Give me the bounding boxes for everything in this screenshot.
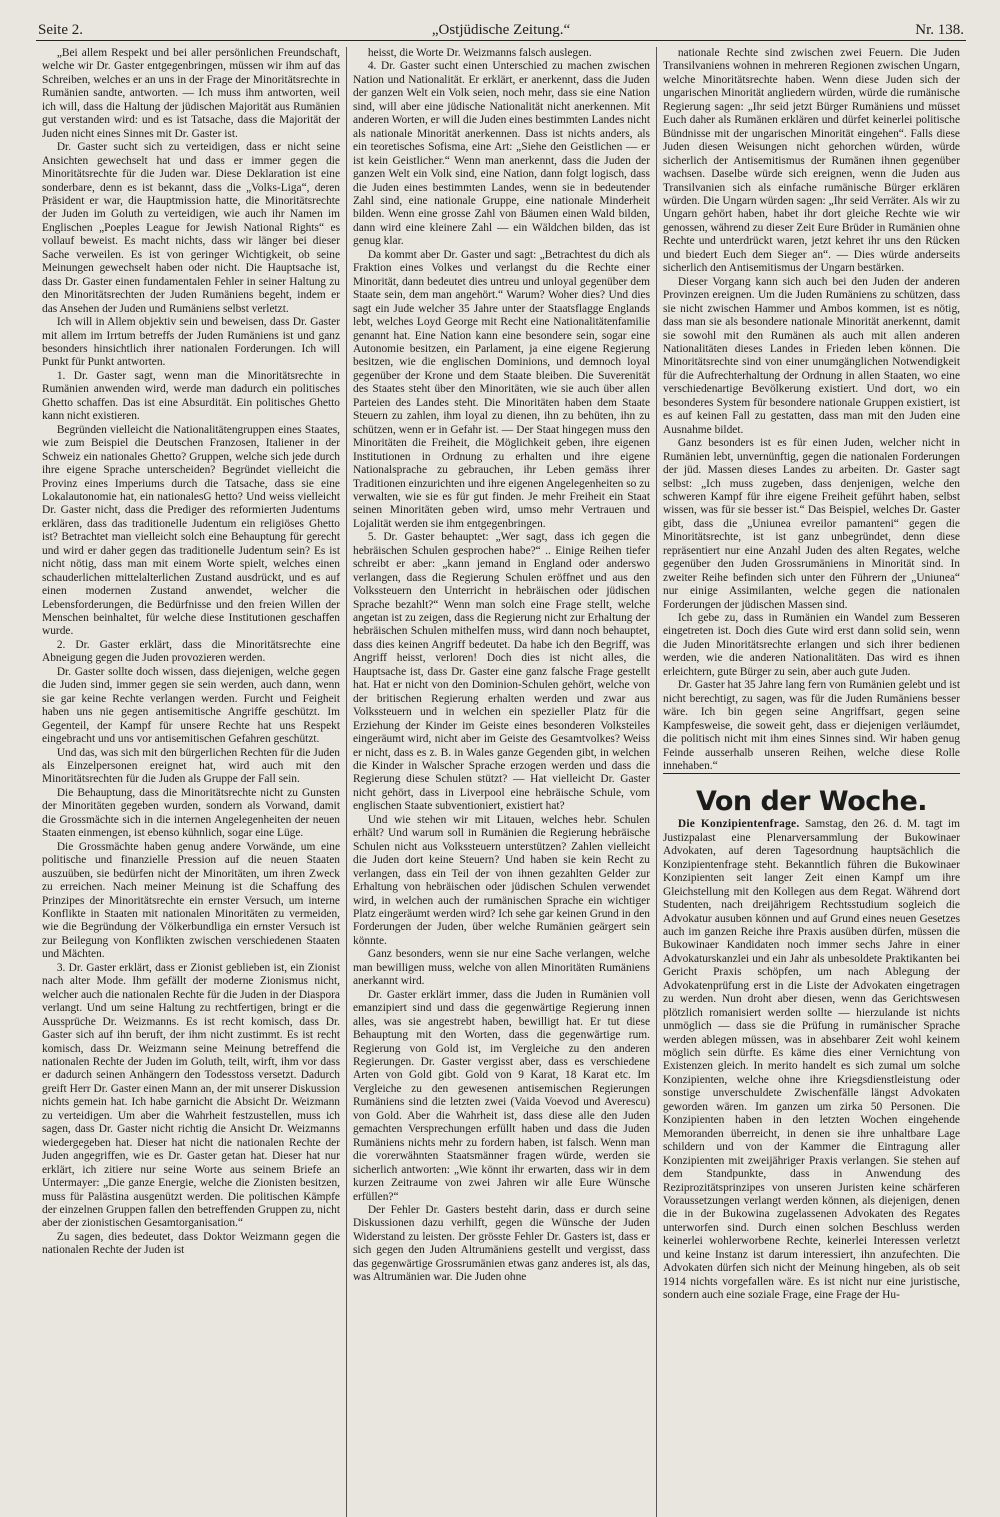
news-item	[663, 818, 960, 1302]
masthead	[36, 14, 966, 41]
article-paragraph: Die Behauptung, dass die Minoritätsrechte nicht zu Gunsten der Minoritäten gegeben wurden, sondern als Vorwand, damit die Grossmächte sich in die internen Angelegenheiten der neuen Staaten einmengen, ist ebenso kühnlich, sogar eine Lüge.	[42, 786, 340, 840]
article-paragraph: Dr. Gaster sucht sich zu verteidigen, dass er nicht seine Ansichten gewechselt hat und dass er immer gegen die Minoritätsrechte für die Juden war. Diese Deklaration ist eine sonderbare, denn es ist bekannt, dass die „Volks-Liga“, deren Präsident er war, die Hauptmission hatte, die Minoritätsrechte der Juden im Goluth zu verteidigen, wie auch ihr Namen im Englischen „Poeples League for Jewish National Rights“ es vollauf beweist. Es macht nichts, dass wir länger bei dieser Sache verweilen. Es ist von geringer Wichtigkeit, ob seine Meinungen gewechselt haben oder nicht. Die Hauptsache ist, dass Dr. Gaster einen fundamentalen Fehler in seiner Haltung zu den Minoritätsrechten der Juden Rumäniens begeht, indem er das Ansehen der Juden und Rumäniens selbst verletzt.	[42, 141, 340, 315]
article-paragraph: 3. Dr. Gaster erklärt, dass er Zionist geblieben ist, ein Zionist nach alter Mode. Ihm gefällt der moderne Zionismus nicht, welcher auch die nationalen Rechte für die Juden in der Diaspora verlangt. Und um seine Haltung zu rechtfertigen, bringt er die Aussprüche Dr. Weizmanns. Es ist recht komisch, dass Dr. Gaster sich auf ihn beruft, der ihm nicht zustimmt. Es ist recht komisch, dass Dr. Weizmann seine Meinung betreffend die nationalen Rechte der Juden im Goluth, teilt, wirft, ihm vor dass er dadurch seinen Anhängern den Todesstoss versetzt. Dadurch greift Herr Dr. Gaster einen Mann an, der mit unserer Diskussion nichts gemein hat. Ich habe garnicht die Absicht Dr. Weizmann zu verteidigen. Um aber die Wahrheit festzustellen, muss ich sagen, dass Dr. Gaster nicht richtig die Ansicht Dr. Weizmanns wiedergegeben hat. Dieser hat nicht die nationalen Rechte der Juden angegriffen, wie es Dr. Gaster getan hat. Dieser hat nur erklärt, ich zitiere nur seine Worte aus seinem Briefe an Untermayer: „Die ganze Energie, welche die Zionisten besitzen, muss für Palästina ausgenützt werden. Die politischen Kämpfe der einzelnen Gruppen fallen den betreffenden Gruppen zu, nicht aber der zionistischen Gesamtorganisation.“	[42, 961, 340, 1230]
column-3	[656, 47, 966, 1517]
news-item-body: Samstag, den 26. d. M. tagt im Justizpalast eine Plenarversammlung der Bukowinaer Advokaten, auf deren Tagesordnung hauptsächlich die Konzipientenfrage steht. Bekanntlich führen die Bukowinaer Konzipienten seit langer Zeit einen Kampf um ihre Gleichstellung mit den Kollegen aus dem Regat. Während dort Studenten, nach dreijährigem Rechtsstudium sogleich die Advokatur ausuben können und auf Grund eines neuen Gesetzes auch im ganzen Reiche ihre Praxis ausüben dürfen, müssen die Bukowinaer Kandidaten noch immer sechs Jahre in einer Advokaturskanzlei und ein Jahr als unbesoldete Praktikanten bei Gericht Praxis schöpfen, um nach Ablegung der Advokatenprüfung erst in die Liste der Advokaten eingetragen zu werden. Nun droht aber diesen, wenn das Gerichtswesen plötzlich romanisiert werden sollte — hierzulande ist nichts unmöglich — dass sie die Prüfung in rumänischer Sprache werden ablegen müssen, was in absehbarer Zeit wohl keinem möglich sein dürfte. Es käme dies einer Vernichtung von Existenzen gleich. In merito handelt es sich zumal um solche Konzipienten, welche ohne ihre Kriegsdienstleistung oder sonstige unverschuldete Zwischenfälle längst Advokaten geworden wären. Im ganzen um zirka 50 Personen. Die Konzipienten haben in den letzten Wochen eingehende Memoranden überreicht, in denen sie ihre unhaltbare Lage schildern und von der Kammer die Eintragung aller Konzipienten mit zweijähriger Praxis verlangen. Sie stehen auf dem Standpunkte, dass in Anwendung des Reziprozitätsprinzipes von unseren Juristen keine schärferen Voraussetzungen verlangt werden können, als diejenigen, denen die in der Bukowina zugelassenen Advokaten des Regates unterworfen sind. Durch einen solchen Beschluss werden keinerlei wohlerworbene Rechte, keinerlei Interessen verletzt und keine Instanz ist darum interessiert, ihn anzufechten. Die Advokaten dürfen sich nicht der Meinung hingeben, als ob seit 1914 nichts vorgefallen wäre. Es ist nicht nur eine juristische, sondern auch eine soziale Frage, eine Frage der Hu-	[663, 818, 960, 1302]
section-heading: Von der Woche.	[663, 773, 960, 818]
issue-number: Nr. 138.	[915, 22, 964, 38]
text-columns	[36, 47, 966, 1517]
article-paragraph: 5. Dr. Gaster behauptet: „Wer sagt, dass ich gegen die hebräischen Schulen gesprochen habe?“ .. Einige Reihen tiefer schreibt er aber: „kann jemand in England oder anderswo verlangen, dass die Regierung Schulen eröffnet und aus den Volkssteuern den Unterricht in hebräischen oder jüdischen Sprache bezahlt?“ Wenn man solch eine Frage stellt, welche angetan ist zu zeigen, dass die Regierung nicht zur Erhaltung der hebräischen Schulen mithelfen muss, wird dann noch behauptet, dass dies keinen Angriff bedeutet. Da habe ich den Begriff, was Angriff heisst, verloren! Doch dies ist nicht alles, die Hauptsache ist, dass Dr. Gaster eine ganz falsche Frage gestellt hat. Hat er nicht von den Dominion-Schulen gehört, welche von der britischen Regierung erhalten werden und zwar aus Volkssteuern und in welchen ein spezieller Platz für die Erziehung der Kinder im Geiste eines besonderen Volksteiles eingeräumt wird, nicht aber im Geiste des Gesamtvolkes? Weiss er nicht, dass es z. B. in Wales ganze Gegenden gibt, in welchen die Kinder in Walscher Sprache erzogen werden und dass die Regierung diese Schulen stützt? — Hat vielleicht Dr. Gaster nicht gehört, dass in Liverpool eine hebräische Schule, vom englischen Staate subventioniert, existiert hat?	[353, 531, 650, 813]
column-1	[36, 47, 346, 1517]
article-paragraph: Begründen vielleicht die Nationalitätengruppen eines Staates, wie zum Beispiel die Deutschen Franzosen, Italiener in der Schweiz ein nationales Ghetto? Gruppen, welche sich jede durch ihre eigene Sprache unterscheiden? Begründet vielleicht die Provinz eines Imperiums durch die Tatsache, dass sie eine Lokalautonomie hat, ein nationalesG hetto? Und weiss vielleicht Dr. Gaster nicht, dass die Prediger des reformierten Judentums erklären, dass das traditionelle Judentum ein religiöses Ghetto ist? Betrachtet man vielleicht solch eine Behauptung für gerecht und wird er daher gegen das traditionelle Judentum sein? Es ist nicht nötig, dass man mit einem Worte spielt, welches einen schauderlichen mittelalterlichen Zustand ausdrückt, und es auf einen modernen Zustand anwendet, welcher die Lebensforderungen, die Bedürfnisse und den freien Willen der Menschen beinhaltet, für welche diese Institutionen geschaffen wurde.	[42, 423, 340, 638]
article-paragraph: 1. Dr. Gaster sagt, wenn man die Minoritätsrechte in Rumänien anwenden wird, werde man dadurch ein politisches Ghetto schaffen. Das ist eine Absurdität. Ein politisches Ghetto kann nicht existieren.	[42, 369, 340, 423]
column-2	[346, 47, 656, 1517]
article-paragraph: heisst, die Worte Dr. Weizmanns falsch auslegen.	[367, 47, 592, 59]
article-paragraph: Ganz besonders, wenn sie nur eine Sache verlangen, welche man bewilligen muss, welche von allen Minoritäten Rumäniens anerkannt wird.	[353, 948, 650, 988]
article-paragraph: 4. Dr. Gaster sucht einen Unterschied zu machen zwischen Nation und Nationalität. Er erklärt, er anerkennt, dass die Juden der ganzen Welt ein Volk seien, noch mehr, dass sie eine Nation sind, will aber eine jüdische Nationalität nicht anerkennen. Mit anderen Worten, er will die Juden eines bestimmten Landes nicht als nationale Minorität anerkennen. Dass ist nichts anders, als ein teoretisches Sofisma, eine Art: „Siehe den Geistlichen — er ist kein Geistlicher.“ Wenn man anerkennt, dass die Juden der ganzen Welt ein Volk sind, eine Nation, dann folgt logisch, dass die Juden eines bestimmten Landes, wenn sie in bedeutender Zahl sind, eine nationale Gruppe, eine nationale Minderheit bilden. Wenn eine grosse Zahl von Bäumen einen Wald bilden, dann wird eine kleinere Zahl — ein Wäldchen bilden, das ist genug klar.	[353, 60, 650, 248]
article-paragraph: Dr. Gaster hat 35 Jahre lang fern von Rumänien gelebt und ist nicht berechtigt, zu sagen, was für die Juden Rumäniens besser wäre. Ich bin gegen seine Angriffsart, gegen seine Kampfesweise, die soweit geht, dass er diejenigen verläumdet, die politisch nicht mit ihm eines Sinnes sind. Wir haben genug Feinde ausserhalb unseren Reihen, welche diese Rolle innehaben.“	[663, 679, 960, 773]
article-paragraph: Zu sagen, dies bedeutet, dass Doktor Weizmann gegen die nationalen Rechte der Juden ist	[42, 1230, 340, 1257]
article-paragraph: Ich gebe zu, dass in Rumänien ein Wandel zum Besseren eingetreten ist. Doch dies Gute wird erst dann solid sein, wenn die Juden Minoritätsrechte erlangen und sich ihrer bedienen werden, wie die anderen Nationalitäten. Das wird es ihnen erleichtern, gute Bürger zu sein, aber auch gute Juden.	[663, 612, 960, 678]
article-paragraph: Ich will in Allem objektiv sein und beweisen, dass Dr. Gaster mit allem im Irrtum betreffs der Juden Rumäniens ist und ganz besonders hinsichtlich ihrer nationalen Forderungen. Ich will Punkt für Punkt antworten.	[42, 316, 340, 369]
article-paragraph: Dieser Vorgang kann sich auch bei den Juden der anderen Provinzen ereignen. Um die Juden Rumäniens zu schützen, dass sie nicht zwischen Hammer und Ambos kommen, ist es nötig, dass man sie als besondere nationale Minorität anerkennt, damit sie sowohl mit den Rumänen als auch mit allen anderen Nationalitäten dieses Landes in Frieden leben können. Die Minoritätsrechte sind von einer unumgänglichen Notwendigkeit für die Aufrechterhaltung der Ordnung in allen Staaten, wo eine verschiedenartige Bevölkerung existiert. Und dort, wo ein besonderes System für besondere nationale Gruppen existiert, ist es auf keinen Fall zu gestatten, dass man mit den Juden eine Ausnahme bildet.	[663, 275, 960, 436]
newspaper-title: „Ostjüdische Zeitung.“	[431, 22, 571, 38]
article-paragraph: nationale Rechte sind zwischen zwei Feuern. Die Juden Transilvaniens wohnen in mehreren Regionen zwischen Ungarn, welche Minoritätsrechte haben. Wenn diese Juden sich der ungarischen Minorität angliedern würden, würde die rumänische Regierung sagen: „Ihr seid jetzt Bürger Rumäniens und müsset Euch daher als Rumänen erklären und dürfet keinerlei politische Bündnisse mit der ungarischen Minorität eingehen“. Falls diese Juden diesen Weisungen nicht gehorchen würden, würde sicherlich der Antisemitismus der Rumänen ihnen gegenüber wachsen. Daselbe würde sich ereignen, wenn die Juden aus Transilvanien sich als einfache rumänische Bürger erklären würden. Die Ungarn würden sagen: „Ihr seid Verräter. Als wir zu Ungarn gehört haben, habet ihr dort gleiche Rechte wie wir genossen, während zu dieser Zeit Eure Brüder in Rumänien ohne Rechte und unterdrückt waren, jetzt kehret ihr uns den Rücken und biedert Euch dem Sieger an“. — Dies würde anderseits sicherlich den Antisemitismus der Ungarn bestärken.	[663, 47, 960, 275]
article-paragraph: Dr. Gaster erklärt immer, dass die Juden in Rumänien voll emanzipiert sind und dass die gegenwärtige Regierung innen alles, was sie angestrebt haben, bewilligt hat. Er tut diese Behauptung mit den Worten, dass die gegenwärtige rum. Regierung von Gold ist, im Vergleiche zu den anderen Regierungen. Dr. Gaster vergisst aber, dass es verschiedene Arten von Gold gibt. Gold von 9 Karat, 18 Karat etc. Im Vergleiche zu den gewesenen antisemischen Regierungen Rumäniens sind die letzten zwei (Vaida Voevod und Averescu) von Gold. Aber die Wahrheit ist, dass diese alle den Juden gemachten Versprechungen erfüllt haben und dass die Juden Rumäniens nichts mehr zu fordern haben, ist falsch. Wenn man die vorerwähnten Staatsmänner fragen würde, werden sie sicherlich antworten: „Wie könnt ihr erwarten, dass wir in dem kurzen Zeitraume von zwei Jahren wir alle Eure Wünsche erfüllen?“	[353, 988, 650, 1203]
article-paragraph: 2. Dr. Gaster erklärt, dass die Minoritätsrechte eine Abneigung gegen die Juden provozieren werden.	[42, 638, 340, 665]
page-label: Seite 2.	[38, 22, 83, 38]
article-paragraph: Und das, was sich mit den bürgerlichen Rechten für die Juden als Einzelpersonen ereignet hat, wird auch mit den Minoritätsrechten für die Juden als Gruppe der Fall sein.	[42, 746, 340, 786]
article-paragraph: Und wie stehen wir mit Litauen, welches hebr. Schulen erhält? Und warum soll in Rumänien die Regierung hebräische Schulen nicht aus Volkssteuern unterstützen? Zahlen vielleicht die Juden dort keine Steuern? Und haben sie kein Recht zu verlangen, dass ein Teil der von ihnen gezahlten Gelder zur Erhaltung von hebräischen oder jüdischen Schulen verwendet wird, in welchen auch der rumänischen Sprache ein wichtiger Platz eingeräumt werden wird? Ich sehe gar keinen Grund in den Forderungen der Juden, über welche Rumänien geärgert sein könnte.	[353, 813, 650, 947]
news-item-title: Die Konzipientenfrage.	[677, 818, 800, 831]
article-paragraph: „Bei allem Respekt und bei aller persönlichen Freundschaft, welche wir Dr. Gaster entgegenbringen, müssen wir ihm auf das Schreiben, welches er an uns in der Frage der Minoritätsrechte in Rumänien sandte, antworten. — Ich muss ihm antworten, weil ich will, dass die Haltung der jüdischen Majorität aus Rumänien gut verstanden wird: und es ist Tatsache, dass die Majorität der Juden nicht eines Sinnes mit Dr. Gaster ist.	[42, 47, 340, 140]
article-paragraph: Da kommt aber Dr. Gaster und sagt: „Betrachtest du dich als Fraktion eines Volkes und verlangst du die Rechte einer Minorität, dann bedeutet dies untreu und unloyal gegenüber dem Staate sein, dem man angehört.“ Warum? Woher dies? Und dies sagt ein Jude welcher 35 Jahre unter der Staatsflagge Englands lebt, welches Loyd George mit Recht eine Nationalitätenfamilie genannt hat. Eine Nation kann eine besondere sein, sogar eine Autonomie besitzen, ein Parlament, ja eine eigene Regierung besitzen, wie die englischen Dominions, und demnoch loyal gegenüber der Krone und dem Staate bleiben. Die Suverenität des Staates steht über den Minoritäten, wie sie auch über allen Parteien des Landes steht. Die Minoritäten haben dem Staate Steuern zu zahlen, ihm loyal zu dienen, ihn zu behüten, ihn zu schützen, wenn er in Gefahr ist. — Der Staat hingegen muss den Minoritäten die Freiheit, die Möglichkeit geben, ihre eigenen Institutionen in Ordnung zu erhalten und ihre eigene Nationalsprache zu gebrauchen, ihr Leben gemäss ihrer Traditionen einzurichten und ihre eigenen Angelegenheiten so zu verwalten, wie sie es für gut finden. Je mehr Freiheit ein Staat seinen Minoritäten geben wird, umso mehr Vertrauen und Lojalität werden sie ihm entgegenbringen.	[353, 248, 650, 530]
article-paragraph: Die Grossmächte haben genug andere Vorwände, um eine politische und finanzielle Pression auf die neuen Staaten auszuüben, sie bedürfen nicht der Minoritäten, um ihren Zweck zu erreichen. Nach meiner Meinung ist die Schaffung des Prinzipes der Minoritätsrechte ein ernster Versuch, um interne Konflikte in Staaten mit nationalen Minoritäten zu vermeiden, wie die Begründung der Völkerbundliga ein ernster Versuch ist zur Beilegung von Konflikten zwischen verschiedenen Staaten und Mächten.	[42, 840, 340, 961]
article-paragraph: Dr. Gaster sollte doch wissen, dass diejenigen, welche gegen die Juden sind, immer gegen sie sein werden, auch dann, wenn sie gar keine Rechte verlangen werden. Furcht und Feigheit haben uns nie gegen antisemitische Angriffe geschützt. Im Gegenteil, der Kampf für unsere Rechte hat uns Respekt eingebracht und uns vor antisemitischen Gefahren geschützt.	[42, 665, 340, 746]
article-paragraph: Ganz besonders ist es für einen Juden, welcher nicht in Rumänien lebt, unvernünftig, gegen die nationalen Forderungen der jüd. Massen dieses Landes zu arbeiten. Dr. Gaster sagt selbst: „Ich muss zugeben, dass denjenigen, welche den schweren Kampf für ihre eigene Freiheit geführt haben, selbst wissen, was für sie besser ist.“ Das Beispiel, welches Dr. Gaster gibt, dass die „Uniunea evreilor pamanteni“ gegen die Minoritätsrechte, ist ist ganz unbegründet, denn diese repräsentiert nur eine Anzahl Juden des alten Regates, welche gegenüber den Juden Grossrumäniens in Minorität sind. In zweiter Reihe befinden sich unter den Führern der „Uniunea“ nur einige Assimilanten, welche gegen die nationalen Forderungen der jüdischen Massen sind.	[663, 437, 960, 611]
article-paragraph: Der Fehler Dr. Gasters besteht darin, dass er durch seine Diskussionen dazu verhilft, gegen die Wünsche der Juden Widerstand zu leisten. Der grösste Fehler Dr. Gasters ist, dass er sich gegen den Juden Altrumäniens gestellt und vergisst, dass das gegenwärtige Grossrumänien etwas ganz anderes ist, als das, was Altrumänien war. Die Juden ohne	[353, 1203, 650, 1284]
